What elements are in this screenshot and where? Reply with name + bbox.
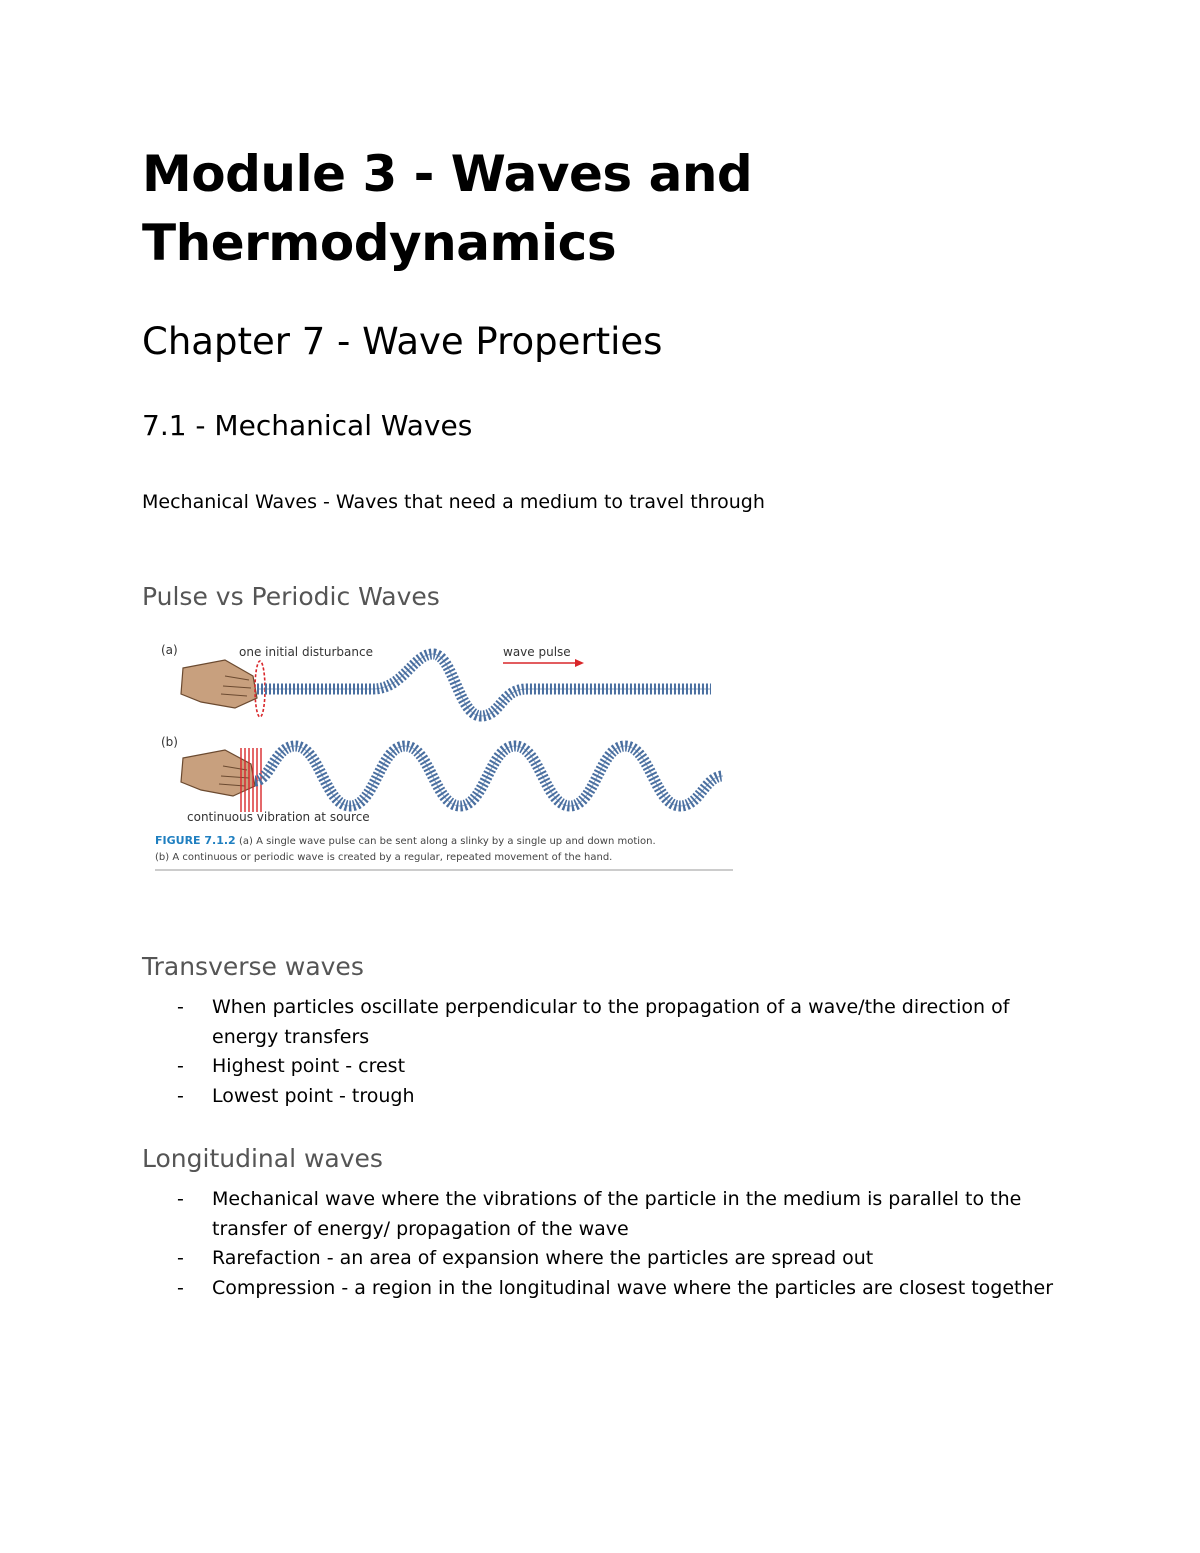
list-marker: - (177, 1084, 184, 1107)
list-item-text: Highest point - crest (212, 1055, 406, 1077)
annotation-disturbance: one initial disturbance (239, 645, 373, 659)
list-item-text: Compression - a region in the longitudinal wave where the particles are closest together (212, 1276, 1054, 1299)
list-item (142, 1082, 1062, 1112)
list-item (142, 1244, 1062, 1274)
transverse-list (142, 993, 1062, 1111)
list-marker: - (177, 1276, 184, 1299)
slinky-figure (155, 636, 735, 872)
list-item-text: Lowest point - trough (212, 1084, 415, 1107)
list-marker: - (177, 1247, 184, 1269)
list-item (142, 1274, 1062, 1304)
list-marker: - (177, 996, 184, 1018)
longitudinal-heading: Longitudinal waves (142, 1144, 383, 1173)
list-item (142, 1052, 1062, 1082)
module-title: Module 3 - Waves and Thermodynamics (142, 145, 753, 272)
list-item-text: Rarefaction - an area of expansion where the particles are spread out (212, 1247, 874, 1269)
list-marker: - (177, 1188, 184, 1210)
list-marker: - (177, 1055, 184, 1077)
mechanical-waves-definition: Mechanical Waves - Waves that need a medium to travel through (142, 491, 765, 513)
list-item (142, 993, 1062, 1052)
figure-label-a: (a) (161, 643, 178, 657)
transverse-heading: Transverse waves (142, 952, 364, 981)
slinky-pulse (257, 654, 711, 716)
figure-caption-line1: (a) A single wave pulse can be sent along a slinky by a single up and down motion. (239, 836, 656, 847)
chapter-heading: Chapter 7 - Wave Properties (142, 320, 663, 363)
section-heading: 7.1 - Mechanical Waves (142, 409, 473, 442)
annotation-vibration: continuous vibration at source (187, 810, 370, 824)
longitudinal-list (142, 1185, 1062, 1303)
figure-caption-label: FIGURE 7.1.2 (155, 834, 236, 847)
figure-label-b: (b) (161, 735, 178, 749)
list-item-text: When particles oscillate perpendicular to the propagation of a wave/the direction of energy transfers (212, 996, 1010, 1048)
annotation-wave-pulse: wave pulse (503, 645, 571, 659)
list-item-text: Mechanical wave where the vibrations of the particle in the medium is parallel to the transfer of energy/ propagation of the wave (212, 1188, 1022, 1240)
hand-b-icon (181, 750, 255, 796)
list-item (142, 1185, 1062, 1244)
hand-a-icon (181, 660, 257, 708)
pulse-vs-periodic-heading: Pulse vs Periodic Waves (142, 582, 440, 611)
wave-pulse-arrow (503, 659, 584, 667)
figure-caption-line2: (b) A continuous or periodic wave is created by a regular, repeated movement of the hand. (155, 852, 613, 863)
